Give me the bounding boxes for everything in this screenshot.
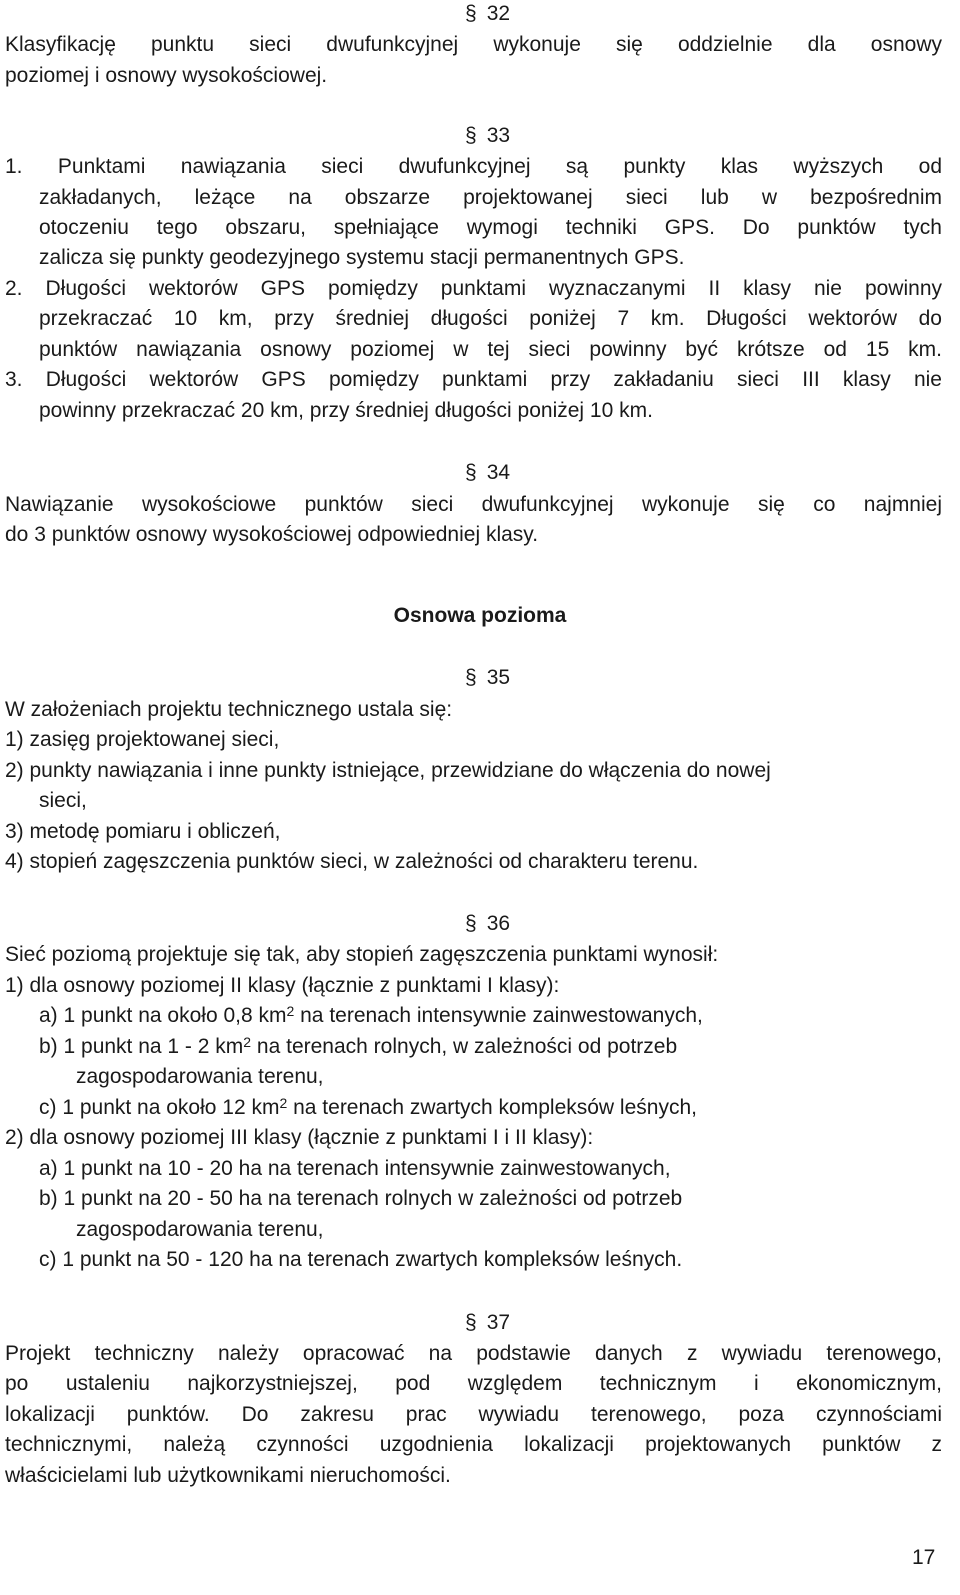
paragraph-line: technicznymi, należą czynności uzgodnienia lokalizacji projektowanych punktów z bbox=[5, 1433, 942, 1456]
superscript: 2 bbox=[279, 1095, 288, 1111]
section-heading-37 bbox=[465, 1310, 510, 1336]
subitem-text: na terenach intensywnie zainwestowanych, bbox=[300, 1004, 703, 1027]
paragraph-line: zalicza się punkty geodezyjnego systemu stacji permanentnych GPS. bbox=[39, 246, 685, 269]
list-item: 1) dla osnowy poziomej II klasy (łącznie z punktami I klasy): bbox=[5, 974, 560, 997]
paragraph-line: właścicielami lub użytkownikami nieruchomości. bbox=[5, 1464, 451, 1487]
section-number: 35 bbox=[486, 666, 511, 689]
list-item: 2) dla osnowy poziomej III klasy (łącznie z punktami I i II klasy): bbox=[5, 1126, 594, 1149]
paragraph-line: 2. Długości wektorów GPS pomiędzy punktami wyznaczanymi II klasy nie powinny bbox=[5, 277, 942, 300]
paragraph-line: 1. Punktami nawiązania sieci dwufunkcyjnej są punkty klas wyższych od bbox=[5, 155, 942, 178]
paragraph-line: Klasyfikację punktu sieci dwufunkcyjnej wykonuje się oddzielnie dla osnowy bbox=[5, 33, 942, 56]
section-number: 33 bbox=[486, 124, 511, 147]
list-subitem bbox=[39, 1003, 703, 1029]
list-item: 1) zasięg projektowanej sieci, bbox=[5, 728, 280, 751]
paragraph-line: poziomej i osnowy wysokościowej. bbox=[5, 64, 328, 87]
list-item: 3) metodę pomiaru i obliczeń, bbox=[5, 820, 281, 843]
paragraph-line: po ustaleniu najkorzystniejszej, pod względem technicznym i ekonomicznym, bbox=[5, 1372, 942, 1395]
section-number: 34 bbox=[486, 461, 511, 484]
list-subitem-continuation: zagospodarowania terenu, bbox=[76, 1218, 324, 1241]
list-subitem-continuation: zagospodarowania terenu, bbox=[76, 1065, 324, 1088]
section-symbol: § bbox=[465, 666, 477, 689]
section-number: 32 bbox=[486, 2, 511, 25]
list-subitem: b) 1 punkt na 20 - 50 ha na terenach rolnych w zależności od potrzeb bbox=[39, 1187, 683, 1210]
subitem-text: b) 1 punkt na 1 - 2 km bbox=[39, 1035, 244, 1058]
section-symbol: § bbox=[465, 461, 477, 484]
paragraph-line: 3. Długości wektorów GPS pomiędzy punktami przy zakładaniu sieci III klasy nie bbox=[5, 368, 942, 391]
paragraph-line: otoczeniu tego obszaru, spełniające wymogi techniki GPS. Do punktów tych bbox=[39, 216, 942, 239]
section-heading-36 bbox=[465, 911, 510, 937]
chapter-heading: Osnowa pozioma bbox=[393, 604, 567, 627]
list-item-continuation: sieci, bbox=[39, 789, 87, 812]
paragraph-line: przekraczać 10 km, przy średniej długości poniżej 7 km. Długości wektorów do bbox=[39, 307, 942, 330]
subitem-text: c) 1 punkt na około 12 km bbox=[39, 1096, 280, 1119]
list-item: 4) stopień zagęszczenia punktów sieci, w zależności od charakteru terenu. bbox=[5, 850, 699, 873]
subitem-text: a) 1 punkt na około 0,8 km bbox=[39, 1004, 287, 1027]
paragraph-line: lokalizacji punktów. Do zakresu prac wywiadu terenowego, poza czynnościami bbox=[5, 1403, 942, 1426]
list-subitem: c) 1 punkt na 50 - 120 ha na terenach zwartych kompleksów leśnych. bbox=[39, 1248, 683, 1271]
section-symbol: § bbox=[465, 2, 477, 25]
section-symbol: § bbox=[465, 124, 477, 147]
paragraph-line: punktów nawiązania osnowy poziomej w tej sieci powinny być krótsze od 15 km. bbox=[39, 338, 942, 361]
section-number: 36 bbox=[486, 912, 511, 935]
list-subitem: a) 1 punkt na 10 - 20 ha na terenach intensywnie zainwestowanych, bbox=[39, 1157, 671, 1180]
subitem-text: na terenach zwartych kompleksów leśnych, bbox=[293, 1096, 697, 1119]
list-item: 2) punkty nawiązania i inne punkty istniejące, przewidziane do włączenia do nowej bbox=[5, 759, 771, 782]
superscript: 2 bbox=[243, 1034, 252, 1050]
section-symbol: § bbox=[465, 1311, 477, 1334]
section-symbol: § bbox=[465, 912, 477, 935]
paragraph-line: do 3 punktów osnowy wysokościowej odpowiedniej klasy. bbox=[5, 523, 539, 546]
paragraph-line: W założeniach projektu technicznego ustala się: bbox=[5, 698, 453, 721]
list-subitem bbox=[39, 1034, 677, 1060]
superscript: 2 bbox=[286, 1003, 295, 1019]
paragraph-line: zakładanych, leżące na obszarze projektowanej sieci lub w bezpośrednim bbox=[39, 186, 942, 209]
list-subitem bbox=[39, 1095, 697, 1121]
paragraph-line: Sieć poziomą projektuje się tak, aby stopień zagęszczenia punktami wynosił: bbox=[5, 943, 719, 966]
section-heading-33 bbox=[465, 123, 510, 149]
section-heading-34 bbox=[465, 460, 510, 486]
paragraph-line: Projekt techniczny należy opracować na podstawie danych z wywiadu terenowego, bbox=[5, 1342, 942, 1365]
paragraph-line: powinny przekraczać 20 km, przy średniej długości poniżej 10 km. bbox=[39, 399, 653, 422]
section-heading-35 bbox=[465, 665, 510, 691]
section-number: 37 bbox=[486, 1311, 511, 1334]
section-heading-32 bbox=[465, 1, 510, 27]
page-number: 17 bbox=[912, 1546, 936, 1569]
subitem-text: na terenach rolnych, w zależności od potrzeb bbox=[256, 1035, 678, 1058]
paragraph-line: Nawiązanie wysokościowe punktów sieci dwufunkcyjnej wykonuje się co najmniej bbox=[5, 493, 942, 516]
